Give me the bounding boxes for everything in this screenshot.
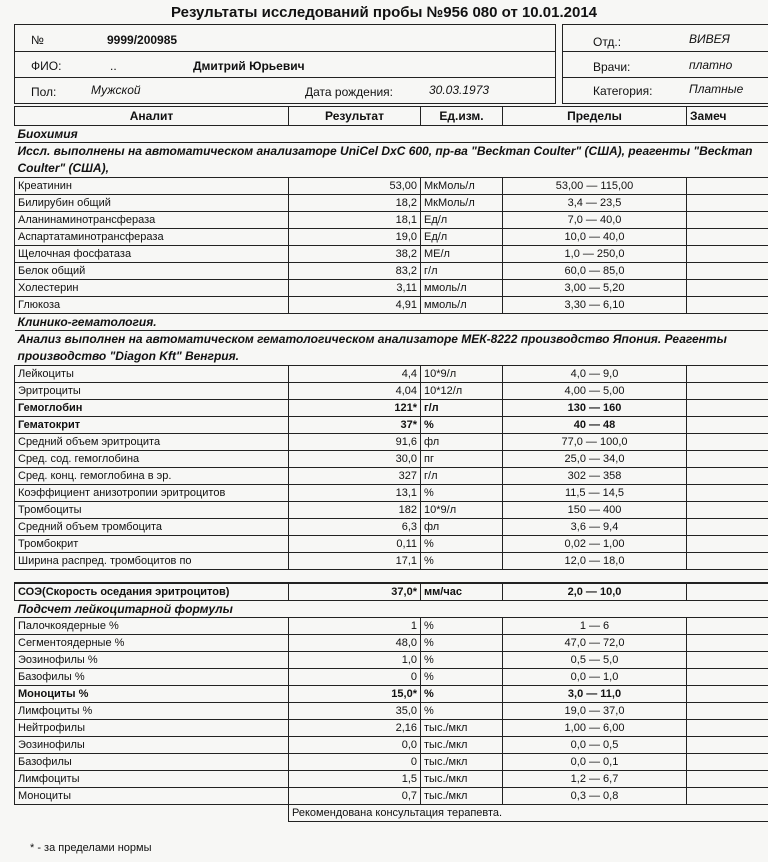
table-row: [15, 383, 768, 400]
result-cell: 1: [289, 618, 421, 635]
result-cell: 1,5: [289, 771, 421, 788]
notes-cell: [687, 788, 768, 805]
section-leukocyte-formula-text: Подсчет лейкоцитарной формулы: [15, 601, 768, 618]
analyte-cell: Гемоглобин: [15, 400, 289, 417]
analyte-cell: Щелочная фосфатаза: [15, 246, 289, 263]
notes-cell: [687, 417, 768, 434]
result-cell: 3,11: [289, 280, 421, 297]
range-cell: 3,6 — 9,4: [503, 519, 687, 536]
unit-cell: пг: [421, 451, 503, 468]
range-cell: 25,0 — 34,0: [503, 451, 687, 468]
table-row: [15, 366, 768, 383]
analyte-cell: Базофилы %: [15, 669, 289, 686]
unit-cell: %: [421, 652, 503, 669]
unit-cell: г/л: [421, 400, 503, 417]
column-header-notes: Замеч: [687, 107, 768, 126]
dept-value: ВИВЕЯ: [689, 32, 730, 46]
unit-cell: МкМоль/л: [421, 178, 503, 195]
unit-cell: г/л: [421, 263, 503, 280]
unit-cell: %: [421, 669, 503, 686]
analyte-cell: Гематокрит: [15, 417, 289, 434]
analyte-cell: Холестерин: [15, 280, 289, 297]
result-cell: 17,1: [289, 553, 421, 570]
result-cell: 0,11: [289, 536, 421, 553]
analyte-cell: Палочкоядерные %: [15, 618, 289, 635]
range-cell: 1,0 — 250,0: [503, 246, 687, 263]
category-value: Платные: [689, 82, 744, 96]
result-cell: 37,0*: [289, 583, 421, 601]
analyte-cell: Эозинофилы %: [15, 652, 289, 669]
analyte-cell: Тромбокрит: [15, 536, 289, 553]
unit-cell: тыс./мкл: [421, 754, 503, 771]
range-cell: 0,0 — 0,5: [503, 737, 687, 754]
analyte-cell: Лимфоциты %: [15, 703, 289, 720]
analyte-cell: Моноциты %: [15, 686, 289, 703]
notes-cell: [687, 366, 768, 383]
result-cell: 53,00: [289, 178, 421, 195]
result-cell: 18,2: [289, 195, 421, 212]
result-cell: 37*: [289, 417, 421, 434]
notes-cell: [687, 246, 768, 263]
analyte-cell: Билирубин общий: [15, 195, 289, 212]
notes-cell: [687, 737, 768, 754]
result-cell: 4,4: [289, 366, 421, 383]
table-row: [15, 553, 768, 570]
notes-cell: [687, 263, 768, 280]
notes-cell: [687, 178, 768, 195]
notes-cell: [687, 703, 768, 720]
analyte-cell: Коэффициент анизотропии эритроцитов: [15, 485, 289, 502]
table-row: [15, 669, 768, 686]
result-cell: 121*: [289, 400, 421, 417]
footnote: * - за пределами нормы: [30, 842, 152, 854]
esr-row: [15, 583, 768, 601]
unit-cell: тыс./мкл: [421, 771, 503, 788]
result-cell: 0,7: [289, 788, 421, 805]
result-cell: 13,1: [289, 485, 421, 502]
unit-cell: фл: [421, 519, 503, 536]
range-cell: 12,0 — 18,0: [503, 553, 687, 570]
result-cell: 6,3: [289, 519, 421, 536]
unit-cell: %: [421, 417, 503, 434]
unit-cell: %: [421, 618, 503, 635]
range-cell: 3,0 — 11,0: [503, 686, 687, 703]
table-row: [15, 263, 768, 280]
notes-cell: [687, 468, 768, 485]
result-cell: 4,04: [289, 383, 421, 400]
table-row: [15, 451, 768, 468]
analyte-cell: Глюкоза: [15, 297, 289, 314]
range-cell: 0,3 — 0,8: [503, 788, 687, 805]
notes-cell: [687, 485, 768, 502]
unit-cell: 10*9/л: [421, 366, 503, 383]
range-cell: 7,0 — 40,0: [503, 212, 687, 229]
divider: [563, 77, 768, 78]
notes-cell: [687, 536, 768, 553]
notes-cell: [687, 400, 768, 417]
analyte-cell: Лимфоциты: [15, 771, 289, 788]
fio-label: ФИО:: [31, 59, 62, 73]
unit-cell: мм/час: [421, 583, 503, 601]
table-row: [15, 485, 768, 502]
section-leukocyte-formula: [15, 601, 768, 618]
table-row: [15, 229, 768, 246]
unit-cell: ммоль/л: [421, 280, 503, 297]
patient-info-box: [14, 24, 556, 104]
table-row: [15, 720, 768, 737]
analyte-cell: Базофилы: [15, 754, 289, 771]
result-cell: 1,0: [289, 652, 421, 669]
result-cell: 0: [289, 669, 421, 686]
unit-cell: ммоль/л: [421, 297, 503, 314]
sample-number-label: №: [31, 33, 44, 47]
doctor-label: Врачи:: [593, 60, 631, 74]
analyte-cell: Моноциты: [15, 788, 289, 805]
notes-cell: [687, 519, 768, 536]
section-hematology-info-text: Анализ выполнен на автоматическом гематологическом анализаторе МЕК-8222 производство Япония. Реагенты производство "Diagon Kft" Венгрия.: [15, 331, 768, 366]
table-row: [15, 771, 768, 788]
analyte-cell: Сред. конц. гемоглобина в эр.: [15, 468, 289, 485]
notes-cell: [687, 195, 768, 212]
spacer-row: [15, 570, 768, 584]
doctor-value: платно: [689, 58, 733, 72]
analyte-cell: Белок общий: [15, 263, 289, 280]
column-header-range: Пределы: [503, 107, 687, 126]
table-row: [15, 468, 768, 485]
range-cell: 0,0 — 1,0: [503, 669, 687, 686]
sex-label: Пол:: [31, 85, 57, 99]
unit-cell: Ед/л: [421, 212, 503, 229]
notes-cell: [687, 669, 768, 686]
result-cell: 38,2: [289, 246, 421, 263]
notes-cell: [687, 502, 768, 519]
notes-cell: [687, 434, 768, 451]
analyte-cell: Средний объем эритроцита: [15, 434, 289, 451]
table-row: [15, 536, 768, 553]
section-biochemistry-info-text: Иссл. выполнены на автоматическом анализаторе UniCel DxC 600, пр-ва "Beckman Coulter" (США), реагенты "Beckman Coulter" (США),: [15, 143, 768, 178]
notes-cell: [687, 583, 768, 601]
result-cell: 91,6: [289, 434, 421, 451]
range-cell: 47,0 — 72,0: [503, 635, 687, 652]
table-row: [15, 618, 768, 635]
range-cell: 4,0 — 9,0: [503, 366, 687, 383]
analyte-cell: Лейкоциты: [15, 366, 289, 383]
range-cell: 130 — 160: [503, 400, 687, 417]
notes-cell: [687, 635, 768, 652]
notes-cell: [687, 280, 768, 297]
notes-cell: [687, 383, 768, 400]
range-cell: 77,0 — 100,0: [503, 434, 687, 451]
unit-cell: %: [421, 635, 503, 652]
divider: [563, 51, 768, 52]
unit-cell: Ед/л: [421, 229, 503, 246]
notes-cell: [687, 451, 768, 468]
column-header-analyte: Аналит: [15, 107, 289, 126]
section-hematology-info: [15, 331, 768, 366]
result-cell: 15,0*: [289, 686, 421, 703]
notes-cell: [687, 553, 768, 570]
table-row: [15, 297, 768, 314]
result-cell: 48,0: [289, 635, 421, 652]
sex-value: Мужской: [91, 83, 141, 97]
result-cell: 18,1: [289, 212, 421, 229]
result-cell: 0,0: [289, 737, 421, 754]
fio-mark: ..: [110, 59, 117, 73]
notes-cell: [687, 618, 768, 635]
table-row: [15, 280, 768, 297]
range-cell: 10,0 — 40,0: [503, 229, 687, 246]
analyte-cell: Нейтрофилы: [15, 720, 289, 737]
unit-cell: тыс./мкл: [421, 788, 503, 805]
table-row: [15, 178, 768, 195]
result-cell: 19,0: [289, 229, 421, 246]
notes-cell: [687, 686, 768, 703]
table-row: [15, 195, 768, 212]
unit-cell: тыс./мкл: [421, 737, 503, 754]
analyte-cell: Ширина распред. тромбоцитов по: [15, 553, 289, 570]
range-cell: 40 — 48: [503, 417, 687, 434]
analyte-cell: Аланинаминотрансфераза: [15, 212, 289, 229]
sample-number-value: 9999/200985: [107, 33, 178, 47]
analyte-cell: Сегментоядерные %: [15, 635, 289, 652]
divider: [15, 51, 555, 52]
unit-cell: тыс./мкл: [421, 720, 503, 737]
range-cell: 150 — 400: [503, 502, 687, 519]
notes-cell: [687, 652, 768, 669]
range-cell: 1,2 — 6,7: [503, 771, 687, 788]
range-cell: 1,00 — 6,00: [503, 720, 687, 737]
range-cell: 0,0 — 0,1: [503, 754, 687, 771]
section-hematology-text: Клинико-гематология.: [15, 314, 768, 331]
section-biochemistry-text: Биохимия: [15, 126, 768, 143]
report-title: Результаты исследований пробы №956 080 от 10.01.2014: [170, 4, 598, 21]
table-row: [15, 502, 768, 519]
analyte-cell: Средний объем тромбоцита: [15, 519, 289, 536]
dept-label: Отд.:: [593, 35, 622, 49]
results-table: [14, 106, 768, 822]
result-cell: 83,2: [289, 263, 421, 280]
result-cell: 2,16: [289, 720, 421, 737]
analyte-cell: Эритроциты: [15, 383, 289, 400]
table-row: [15, 754, 768, 771]
result-cell: 35,0: [289, 703, 421, 720]
range-cell: 302 — 358: [503, 468, 687, 485]
range-cell: 19,0 — 37,0: [503, 703, 687, 720]
result-cell: 30,0: [289, 451, 421, 468]
result-cell: 4,91: [289, 297, 421, 314]
unit-cell: МЕ/л: [421, 246, 503, 263]
analyte-cell: Эозинофилы: [15, 737, 289, 754]
result-cell: 327: [289, 468, 421, 485]
range-cell: 3,30 — 6,10: [503, 297, 687, 314]
meta-info-box: [562, 24, 768, 104]
table-row: [15, 703, 768, 720]
range-cell: 11,5 — 14,5: [503, 485, 687, 502]
range-cell: 0,02 — 1,00: [503, 536, 687, 553]
unit-cell: г/л: [421, 468, 503, 485]
result-cell: 0: [289, 754, 421, 771]
analyte-cell: СОЭ(Скорость оседания эритроцитов): [15, 583, 289, 601]
recommendation-row: [15, 805, 768, 822]
table-row: [15, 652, 768, 669]
notes-cell: [687, 229, 768, 246]
table-row: [15, 635, 768, 652]
dob-label: Дата рождения:: [305, 85, 393, 99]
range-cell: 0,5 — 5,0: [503, 652, 687, 669]
range-cell: 1 — 6: [503, 618, 687, 635]
table-row: [15, 417, 768, 434]
result-cell: 182: [289, 502, 421, 519]
table-header-row: [15, 107, 768, 126]
dob-value: 30.03.1973: [429, 83, 490, 97]
notes-cell: [687, 720, 768, 737]
unit-cell: %: [421, 485, 503, 502]
table-row: [15, 686, 768, 703]
range-cell: 3,4 — 23,5: [503, 195, 687, 212]
empty-cell: [15, 805, 289, 822]
notes-cell: [687, 754, 768, 771]
table-row: [15, 434, 768, 451]
unit-cell: фл: [421, 434, 503, 451]
table-row: [15, 212, 768, 229]
column-header-result: Результат: [289, 107, 421, 126]
category-label: Категория:: [593, 84, 653, 98]
analyte-cell: Аспартатаминотрансфераза: [15, 229, 289, 246]
table-row: [15, 246, 768, 263]
range-cell: 2,0 — 10,0: [503, 583, 687, 601]
fio-value: Дмитрий Юрьевич: [193, 59, 305, 73]
section-hematology: [15, 314, 768, 331]
divider: [15, 77, 555, 78]
unit-cell: %: [421, 553, 503, 570]
unit-cell: %: [421, 536, 503, 553]
section-biochemistry-info: [15, 143, 768, 178]
range-cell: 4,00 — 5,00: [503, 383, 687, 400]
unit-cell: %: [421, 686, 503, 703]
table-row: [15, 519, 768, 536]
analyte-cell: Сред. сод. гемоглобина: [15, 451, 289, 468]
recommendation-text: Рекомендована консультация терапевта.: [289, 805, 768, 822]
range-cell: 60,0 — 85,0: [503, 263, 687, 280]
column-header-unit: Ед.изм.: [421, 107, 503, 126]
spacer-cell: [15, 570, 768, 584]
notes-cell: [687, 212, 768, 229]
section-biochemistry: [15, 126, 768, 143]
analyte-cell: Тромбоциты: [15, 502, 289, 519]
table-row: [15, 788, 768, 805]
unit-cell: МкМоль/л: [421, 195, 503, 212]
range-cell: 3,00 — 5,20: [503, 280, 687, 297]
unit-cell: 10*12/л: [421, 383, 503, 400]
unit-cell: %: [421, 703, 503, 720]
table-row: [15, 400, 768, 417]
range-cell: 53,00 — 115,00: [503, 178, 687, 195]
table-row: [15, 737, 768, 754]
notes-cell: [687, 771, 768, 788]
notes-cell: [687, 297, 768, 314]
unit-cell: 10*9/л: [421, 502, 503, 519]
analyte-cell: Креатинин: [15, 178, 289, 195]
